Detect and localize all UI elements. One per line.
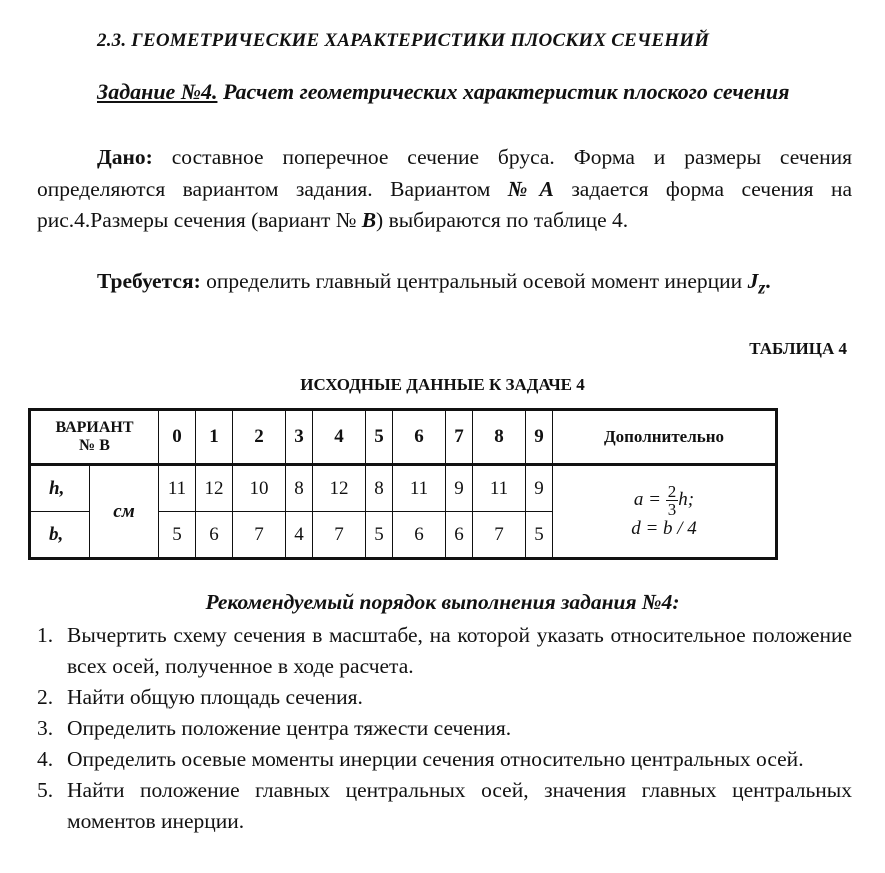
list-item xyxy=(37,744,852,775)
list-item xyxy=(37,713,852,744)
step-text: Определить положение центра тяжести сечения. xyxy=(67,716,512,740)
formula-a xyxy=(553,483,775,518)
step-number: 2. xyxy=(37,685,54,709)
cell-b: 5 xyxy=(526,512,553,559)
given-text-1: составное поперечное сечение бруса. Форма и размеры сечения определяются вариантом задания. Вариантом xyxy=(37,145,853,201)
section-title-first: Г xyxy=(131,30,143,51)
header-col: 5 xyxy=(366,410,393,465)
header-variant-line1: ВАРИАНТ xyxy=(55,419,134,436)
formula-a-rhs: h; xyxy=(678,488,695,510)
procedure-title: Рекомендуемый порядок выполнения задания №4: xyxy=(205,590,680,614)
task-label: Задание №4. xyxy=(97,79,218,104)
table-caption: ТАБЛИЦА 4 xyxy=(749,339,847,358)
moment-subscript: z xyxy=(758,277,766,298)
step-text: Определить осевые моменты инерции сечения относительно центральных осей. xyxy=(67,747,804,771)
header-col: 8 xyxy=(473,410,526,465)
step-text: Найти общую площадь сечения. xyxy=(67,685,363,709)
cell-h: 10 xyxy=(233,465,286,512)
header-col: 3 xyxy=(286,410,313,465)
header-col: 0 xyxy=(159,410,196,465)
header-col: 2 xyxy=(233,410,286,465)
cell-b: 6 xyxy=(393,512,446,559)
task-title: Расчет геометрических характеристик плоского сечения xyxy=(222,79,790,104)
given-paragraph xyxy=(37,142,852,237)
step-number: 3. xyxy=(37,716,54,740)
list-item xyxy=(37,775,852,837)
section-number: 2.3. xyxy=(97,30,127,51)
cell-b: 7 xyxy=(233,512,286,559)
required-end: . xyxy=(765,269,771,293)
cell-h: 11 xyxy=(159,465,196,512)
table-title: ИСХОДНЫЕ ДАННЫЕ К ЗАДАЧЕ 4 xyxy=(300,375,585,394)
step-number: 1. xyxy=(37,623,54,647)
step-text: Найти положение главных центральных осей, значения главных центральных моментов инерции. xyxy=(67,778,852,833)
step-text: Вычертить схему сечения в масштабе, на которой указать относительное положение всех осей, полученное в ходе расчета. xyxy=(67,623,852,678)
cell-h: 11 xyxy=(473,465,526,512)
row-label-h: h, xyxy=(30,465,90,512)
table-header-row xyxy=(30,410,777,465)
header-col: 4 xyxy=(313,410,366,465)
header-col: 7 xyxy=(446,410,473,465)
cell-b: 7 xyxy=(473,512,526,559)
data-table xyxy=(28,408,778,560)
cell-h: 9 xyxy=(446,465,473,512)
list-item xyxy=(37,682,852,713)
cell-h: 12 xyxy=(196,465,233,512)
cell-b: 5 xyxy=(366,512,393,559)
given-label: Дано: xyxy=(97,145,153,169)
cell-b: 4 xyxy=(286,512,313,559)
cell-b: 5 xyxy=(159,512,196,559)
cell-h: 11 xyxy=(393,465,446,512)
step-number: 4. xyxy=(37,747,54,771)
cell-b: 6 xyxy=(196,512,233,559)
row-label-b: b, xyxy=(30,512,90,559)
unit-cell: см xyxy=(90,465,159,559)
header-variant-line2: № B xyxy=(79,437,110,454)
formula-a-lhs: a = xyxy=(633,488,661,510)
task-heading xyxy=(37,76,852,108)
cell-b: 6 xyxy=(446,512,473,559)
formula-cell xyxy=(553,465,777,559)
formula-d: d = b / 4 xyxy=(631,518,697,539)
fraction-denominator: 3 xyxy=(667,500,677,519)
header-col: 6 xyxy=(393,410,446,465)
cell-h: 8 xyxy=(286,465,313,512)
cell-h: 9 xyxy=(526,465,553,512)
step-number: 5. xyxy=(37,778,54,802)
table-row-h xyxy=(30,465,777,512)
formula-a-fraction xyxy=(666,483,679,518)
cell-h: 8 xyxy=(366,465,393,512)
given-text-3: ) выбираются по таблице 4. xyxy=(376,208,629,232)
procedure-list xyxy=(37,620,852,837)
variant-b: B xyxy=(361,208,377,232)
section-title xyxy=(97,30,709,52)
header-col: 1 xyxy=(196,410,233,465)
variant-a: №A xyxy=(507,176,554,201)
required-text: определить главный центральный осевой момент инерции xyxy=(206,269,748,293)
cell-h: 12 xyxy=(313,465,366,512)
header-variant xyxy=(30,410,159,465)
list-item xyxy=(37,620,852,682)
required-label: Требуется: xyxy=(97,269,201,293)
section-title-rest: ЕОМЕТРИЧЕСКИЕ ХАРАКТЕРИСТИКИ ПЛОСКИХ СЕЧЕНИЙ xyxy=(142,30,710,51)
required-paragraph xyxy=(37,266,852,304)
given-text-2: задается форма сечения на рис.4.Размеры сечения (вариант № xyxy=(37,176,852,232)
fraction-numerator: 2 xyxy=(667,482,677,501)
header-col: 9 xyxy=(526,410,553,465)
header-extra: Дополнительно xyxy=(553,410,777,465)
cell-b: 7 xyxy=(313,512,366,559)
moment-symbol: J xyxy=(747,269,759,293)
